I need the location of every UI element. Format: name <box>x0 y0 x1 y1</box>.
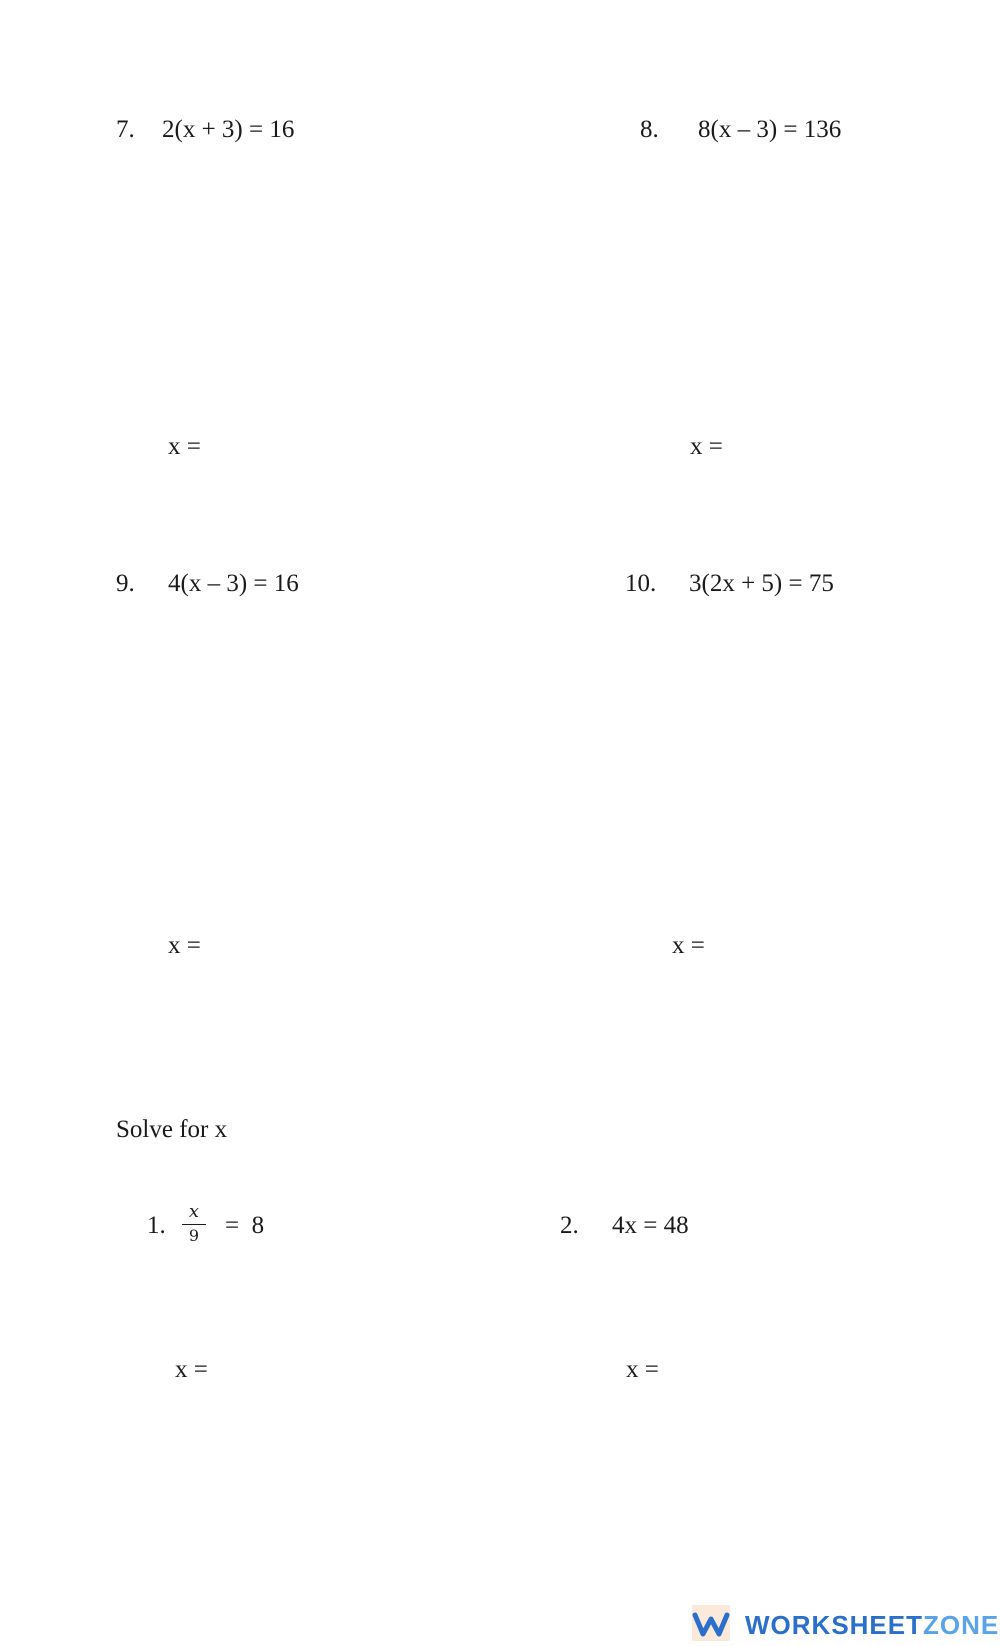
problem-number: 8. <box>640 116 659 143</box>
w-logo-icon <box>692 1605 730 1641</box>
equation-rhs: = 8 <box>225 1212 265 1239</box>
problem-equation: 4x = 48 <box>612 1212 689 1239</box>
problem-number: 10. <box>625 570 657 597</box>
answer-label: x = <box>168 433 201 460</box>
problem-equation: 3(2x + 5) = 75 <box>689 570 834 597</box>
logo-wordmark <box>745 1610 999 1641</box>
fraction <box>182 1202 206 1245</box>
logo-word-zone: ZONE <box>923 1610 1000 1640</box>
answer-label: x = <box>168 932 201 959</box>
problem-number: 7. <box>116 116 135 143</box>
answer-label: x = <box>672 932 705 959</box>
problem-equation: 8(x – 3) = 136 <box>698 116 842 143</box>
fraction-numerator: x <box>188 1201 200 1222</box>
problem-equation: 4(x – 3) = 16 <box>168 570 299 597</box>
fraction-denominator: 9 <box>188 1226 200 1245</box>
section-title: Solve for x <box>116 1116 228 1143</box>
logo-word-worksheet: WORKSHEET <box>745 1610 923 1640</box>
worksheetzone-logo[interactable] <box>692 1605 1000 1641</box>
problem-equation: 2(x + 3) = 16 <box>162 116 295 143</box>
fraction-bar <box>182 1224 206 1225</box>
problem-number: 1. <box>147 1212 166 1239</box>
answer-label: x = <box>175 1356 208 1383</box>
answer-label: x = <box>626 1356 659 1383</box>
problem-number: 2. <box>560 1212 579 1239</box>
problem-number: 9. <box>116 570 135 597</box>
answer-label: x = <box>690 433 723 460</box>
